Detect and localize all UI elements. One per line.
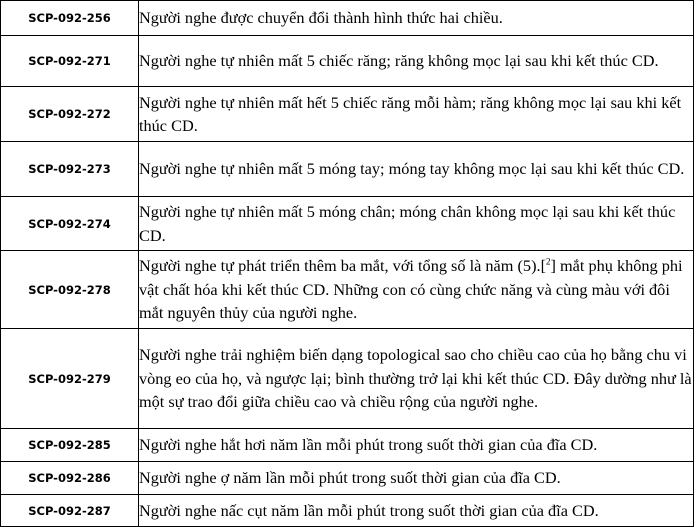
table-row bbox=[1, 495, 694, 527]
scp-id-cell: SCP-092-271 bbox=[1, 36, 139, 87]
table-row bbox=[1, 142, 694, 197]
footnote-ref-link[interactable]: 2 bbox=[546, 256, 551, 267]
effect-description: Người nghe được chuyển đổi thành hình thức hai chiều. bbox=[139, 1, 694, 36]
effect-description: Người nghe tự nhiên mất 5 chiếc răng; răng không mọc lại sau khi kết thúc CD. bbox=[139, 36, 694, 87]
scp-id-cell: SCP-092-274 bbox=[1, 197, 139, 251]
table-row bbox=[1, 1, 694, 36]
scp-id-cell: SCP-092-287 bbox=[1, 495, 139, 527]
effect-text-part: ] mắt phụ không phi vật chất hóa khi kết thúc CD. Những con có cùng chức năng và cùng màu với đôi mắt nguyên thủy của người nghe. bbox=[139, 256, 683, 323]
scp-id-cell: SCP-092-272 bbox=[1, 87, 139, 142]
effect-description: Người nghe ợ năm lần mỗi phút trong suốt thời gian của đĩa CD. bbox=[139, 462, 694, 495]
effect-description: Người nghe tự nhiên mất hết 5 chiếc răng mỗi hàm; răng không mọc lại sau khi kết thúc CD. bbox=[139, 87, 694, 142]
effect-description bbox=[139, 251, 694, 329]
scp-id-cell: SCP-092-278 bbox=[1, 251, 139, 329]
effect-description: Người nghe tự nhiên mất 5 móng chân; móng chân không mọc lại sau khi kết thúc CD. bbox=[139, 197, 694, 251]
table-row bbox=[1, 36, 694, 87]
scp-id-cell: SCP-092-285 bbox=[1, 429, 139, 462]
effect-text-part: Người nghe tự phát triển thêm ba mắt, với tổng số là năm (5).[ bbox=[139, 256, 546, 276]
effect-description: Người nghe tự nhiên mất 5 móng tay; móng tay không mọc lại sau khi kết thúc CD. bbox=[139, 142, 694, 197]
effect-description: Người nghe hắt hơi năm lần mỗi phút trong suốt thời gian của đĩa CD. bbox=[139, 429, 694, 462]
table-row bbox=[1, 429, 694, 462]
effect-description: Người nghe trải nghiệm biến dạng topological sao cho chiều cao của họ bằng chu vi vòng eo của họ, và ngược lại; bình thường trở lại khi kết thúc CD. Đây dường như là một sự trao đổi giữa chiều cao và chiều rộng của người nghe. bbox=[139, 329, 694, 429]
table-row bbox=[1, 197, 694, 251]
table-row bbox=[1, 462, 694, 495]
effect-description: Người nghe nấc cụt năm lần mỗi phút trong suốt thời gian của đĩa CD. bbox=[139, 495, 694, 527]
scp-id-cell: SCP-092-286 bbox=[1, 462, 139, 495]
table-row bbox=[1, 251, 694, 329]
table-row bbox=[1, 329, 694, 429]
scp-id-cell: SCP-092-256 bbox=[1, 1, 139, 36]
table-row bbox=[1, 87, 694, 142]
scp-id-cell: SCP-092-273 bbox=[1, 142, 139, 197]
scp-id-cell: SCP-092-279 bbox=[1, 329, 139, 429]
